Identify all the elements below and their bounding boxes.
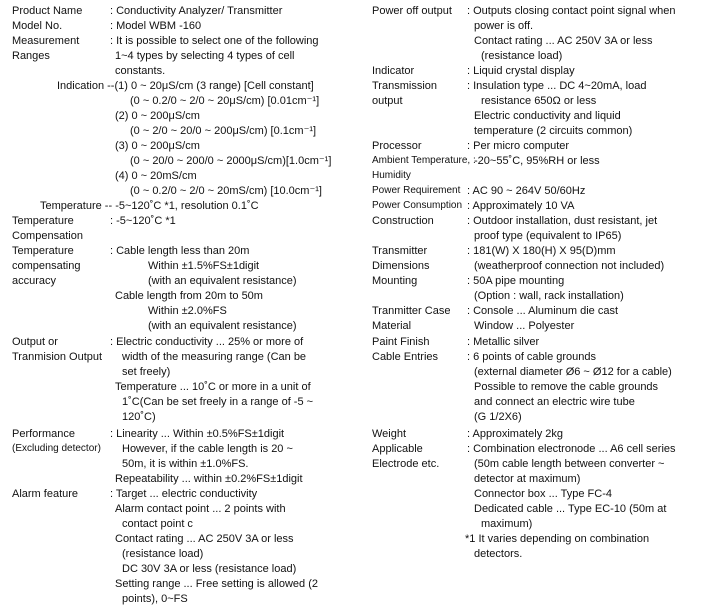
spec-line: Power off output (372, 5, 452, 17)
spec-line: DC 30V 3A or less (resistance load) (122, 563, 297, 575)
spec-line: : Approximately 10 VA (467, 200, 575, 212)
spec-line: Processor (372, 140, 422, 152)
spec-line: proof type (equivalent to IP65) (474, 230, 622, 242)
spec-line: (3) 0 ~ 200μS/cm (115, 140, 200, 152)
spec-line: Window ... Polyester (474, 320, 575, 332)
spec-line: output (372, 95, 403, 107)
spec-line: Ambient Temperature, : (372, 155, 476, 166)
spec-line: (Excluding detector) (12, 443, 101, 454)
spec-line: (Option : wall, rack installation) (474, 290, 624, 302)
spec-line: : Outdoor installation, dust resistant, jet (467, 215, 658, 227)
spec-line: : Combination electronode ... A6 cell series (467, 443, 676, 455)
spec-line: 1˚C(Can be set freely in a range of -5 ~ (122, 396, 314, 408)
spec-line: : It is possible to select one of the following (110, 35, 319, 47)
spec-line: (resistance load) (481, 50, 563, 62)
spec-line: : Linearity ... Within ±0.5%FS±1digit (110, 428, 285, 440)
spec-line: detectors. (474, 548, 523, 560)
spec-line: (50m cable length between converter ~ (474, 458, 665, 470)
spec-line: : Target ... electric conductivity (110, 488, 258, 500)
spec-line: width of the measuring range (Can be (122, 351, 307, 363)
spec-line: 120˚C) (122, 411, 156, 423)
spec-line: accuracy (12, 275, 57, 287)
spec-line: Output or (12, 336, 58, 348)
spec-line: Temperature ... 10˚C or more in a unit of (115, 381, 311, 393)
spec-line: (0 ~ 20/0 ~ 200/0 ~ 2000μS/cm)[1.0cm⁻¹] (130, 155, 332, 167)
spec-line: Contact rating ... AC 250V 3A or less (115, 533, 294, 545)
spec-line: Cable length from 20m to 50m (115, 290, 263, 302)
spec-line: : AC 90 ~ 264V 50/60Hz (467, 185, 586, 197)
spec-line: Repeatability ... within ±0.2%FS±1digit (115, 473, 303, 485)
spec-line: constants. (115, 65, 166, 77)
spec-line: : 50A pipe mounting (467, 275, 565, 287)
spec-line: Weight (372, 428, 407, 440)
spec-line: Dimensions (372, 260, 430, 272)
spec-line: : Model WBM -160 (110, 20, 202, 32)
spec-line: Applicable (372, 443, 423, 455)
spec-line: resistance 650Ω or less (481, 95, 597, 107)
spec-line: Paint Finish (372, 336, 430, 348)
spec-line: Temperature (12, 215, 74, 227)
spec-line: : Cable length less than 20m (110, 245, 250, 257)
spec-line: : -5~120˚C *1 (110, 215, 176, 227)
spec-line: Alarm feature (12, 488, 79, 500)
spec-line: Ranges (12, 50, 50, 62)
spec-line: Possible to remove the cable grounds (474, 381, 659, 393)
spec-line: Transmitter (372, 245, 428, 257)
spec-line: Temperature -- -5~120˚C *1, resolution 0.1˚C (40, 200, 259, 212)
spec-line: temperature (2 circuits common) (474, 125, 633, 137)
spec-line: 50m, it is within ±1.0%FS. (122, 458, 249, 470)
spec-line: Temperature (12, 245, 74, 257)
spec-line: Transmission (372, 80, 437, 92)
spec-line: Measurement (12, 35, 80, 47)
spec-line: points), 0~FS (122, 593, 188, 605)
spec-line: (2) 0 ~ 200μS/cm (115, 110, 200, 122)
spec-line: (0 ~ 0.2/0 ~ 2/0 ~ 20mS/cm) [10.0cm⁻¹] (130, 185, 322, 197)
spec-line: Indicator (372, 65, 415, 77)
spec-line: Electrode etc. (372, 458, 440, 470)
spec-line: Power Consumption (372, 200, 463, 211)
spec-line: : Console ... Aluminum die cast (467, 305, 619, 317)
spec-line: Setting range ... Free setting is allowed (2 (115, 578, 318, 590)
spec-line: Tranmision Output (12, 351, 103, 363)
spec-line: (resistance load) (122, 548, 204, 560)
spec-line: compensating (12, 260, 81, 272)
spec-line: : Outputs closing contact point signal when (467, 5, 676, 17)
spec-line: Product Name (12, 5, 83, 17)
spec-line: Contact rating ... AC 250V 3A or less (474, 35, 653, 47)
spec-line: Indication --(1) 0 ~ 20μS/cm (3 range) [Cell constant] (57, 80, 314, 92)
spec-line: contact point c (122, 518, 193, 530)
spec-line: Model No. (12, 20, 63, 32)
spec-line: Connector box ... Type FC-4 (474, 488, 612, 500)
spec-line: : Metallic silver (467, 336, 540, 348)
spec-line: Performance (12, 428, 75, 440)
spec-line: (with an equivalent resistance) (148, 275, 297, 287)
spec-line: Electric conductivity and liquid (474, 110, 621, 122)
spec-line: : Electric conductivity ... 25% or more of (110, 336, 304, 348)
spec-line: Compensation (12, 230, 83, 242)
spec-line: and connect an electric wire tube (474, 396, 635, 408)
spec-line: set freely) (122, 366, 171, 378)
spec-line: : Insulation type ... DC 4~20mA, load (467, 80, 647, 92)
spec-line: However, if the cable length is 20 ~ (122, 443, 293, 455)
spec-line: Humidity (372, 170, 411, 181)
spec-line: (0 ~ 0.2/0 ~ 2/0 ~ 20μS/cm) [0.01cm⁻¹] (130, 95, 320, 107)
spec-line: : 181(W) X 180(H) X 95(D)mm (467, 245, 616, 257)
spec-line: Material (372, 320, 412, 332)
spec-line: Within ±2.0%FS (148, 305, 227, 317)
spec-line: Construction (372, 215, 434, 227)
spec-line: (4) 0 ~ 20mS/cm (115, 170, 197, 182)
spec-line: (0 ~ 2/0 ~ 20/0 ~ 200μS/cm) [0.1cm⁻¹] (130, 125, 317, 137)
spec-line: : Approximately 2kg (467, 428, 563, 440)
spec-line: (with an equivalent resistance) (148, 320, 297, 332)
spec-line: Tranmitter Case (372, 305, 451, 317)
spec-line: : Conductivity Analyzer/ Transmitter (110, 5, 283, 17)
spec-line: 1~4 types by selecting 4 types of cell (115, 50, 295, 62)
spec-line: maximum) (481, 518, 533, 530)
spec-line: detector at maximum) (474, 473, 581, 485)
spec-line: Power Requirement (372, 185, 461, 196)
spec-line: (external diameter Ø6 ~ Ø12 for a cable) (474, 366, 672, 378)
spec-line: Cable Entries (372, 351, 439, 363)
spec-line: *1 It varies depending on combination (465, 533, 650, 545)
spec-line: (G 1/2X6) (474, 411, 522, 423)
spec-line: Alarm contact point ... 2 points with (115, 503, 286, 515)
spec-line: : 6 points of cable grounds (467, 351, 597, 363)
spec-line: (weatherproof connection not included) (474, 260, 665, 272)
spec-line: power is off. (474, 20, 534, 32)
spec-line: : Liquid crystal display (467, 65, 575, 77)
spec-line: : Per micro computer (467, 140, 570, 152)
spec-line: -20~55˚C, 95%RH or less (474, 155, 600, 167)
spec-line: Dedicated cable ... Type EC-10 (50m at (474, 503, 667, 515)
spec-line: Mounting (372, 275, 418, 287)
spec-line: Within ±1.5%FS±1digit (148, 260, 260, 272)
